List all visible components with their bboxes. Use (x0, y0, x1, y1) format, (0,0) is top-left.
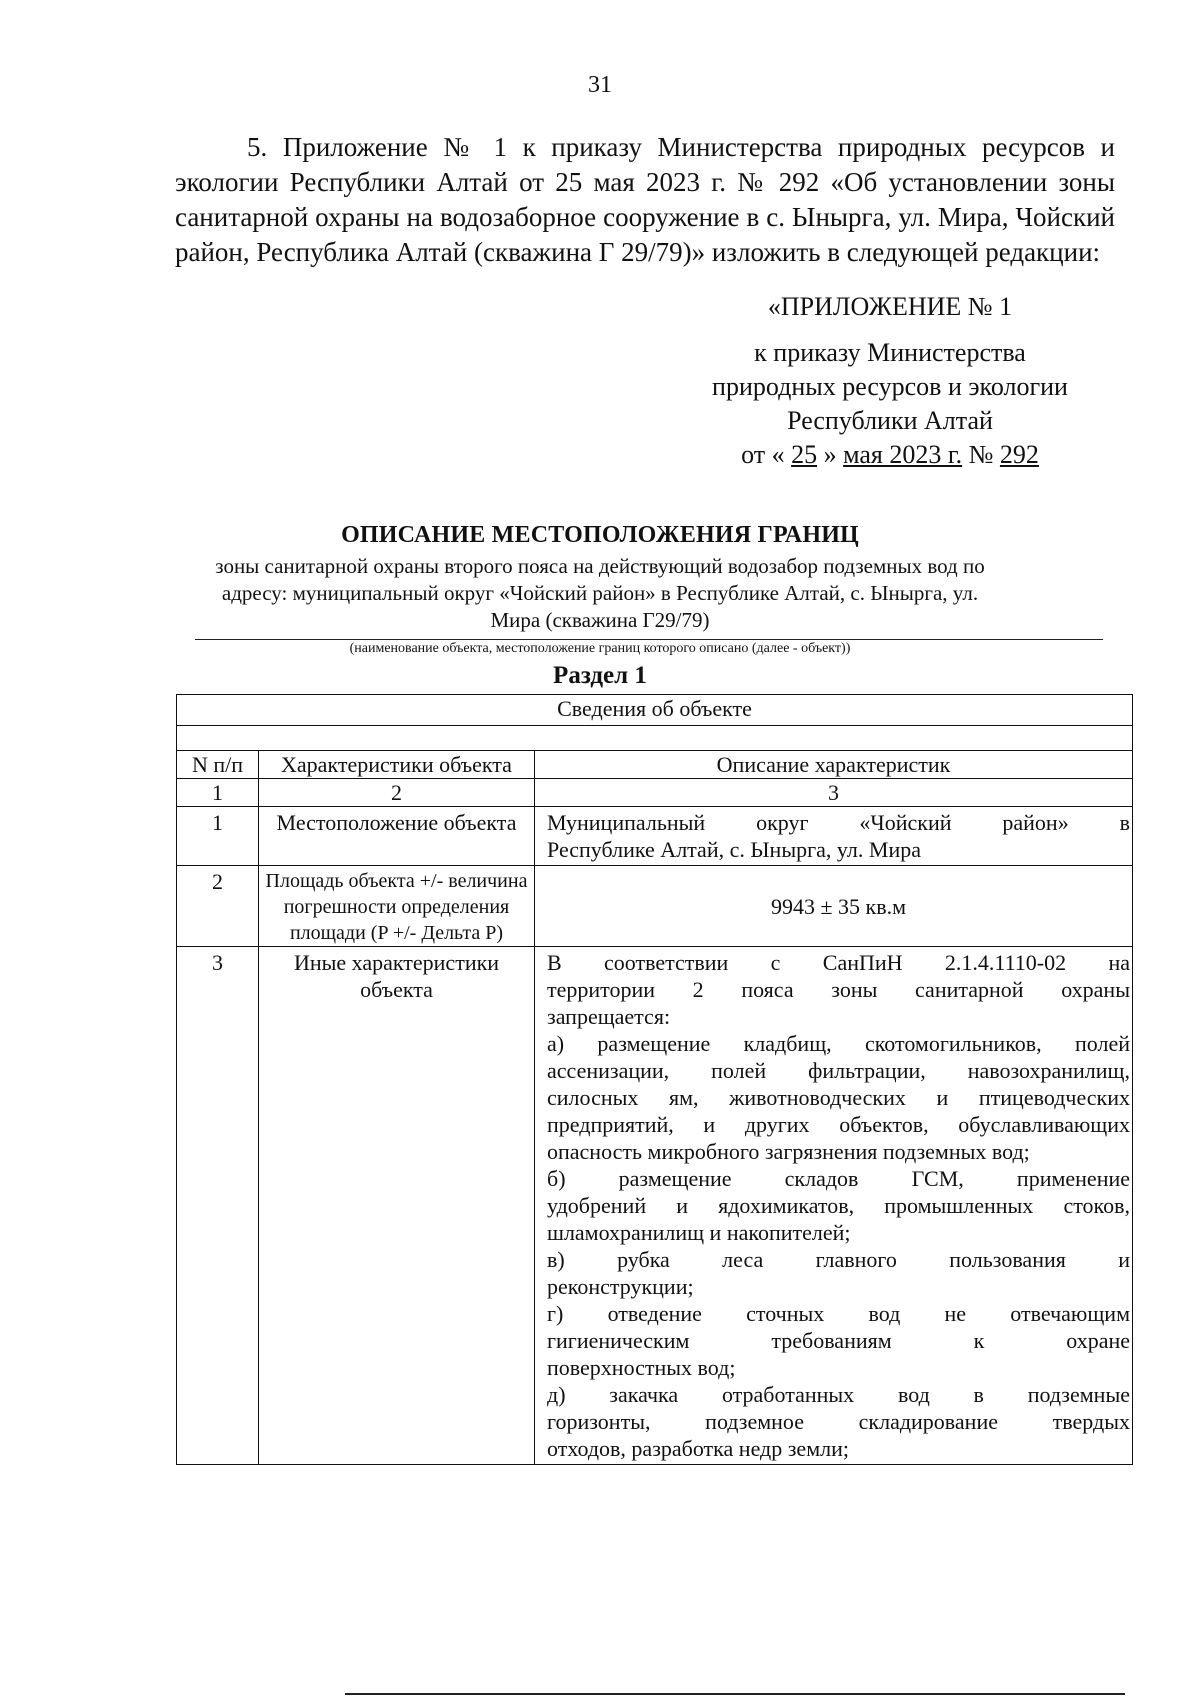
date-mid: » (817, 440, 844, 469)
description-line: силосных ям, животноводческих и птицеводческих (547, 1085, 1130, 1110)
description-line: запрещается: (547, 1004, 671, 1029)
appendix-line-1: к приказу Министерства (754, 338, 1026, 367)
row-description (535, 947, 1133, 1465)
section-title: Раздел 1 (553, 662, 647, 689)
description-line: гигиеническим требованиям к охране (547, 1328, 1130, 1353)
row-characteristic: Местоположение объекта (259, 807, 535, 866)
description-line: отходов, разработка недр земли; (547, 1436, 849, 1461)
table-header-row (177, 751, 1133, 779)
description-line: д) закачка отработанных вод в подземные (547, 1382, 1130, 1407)
column-number-3: 3 (535, 779, 1133, 807)
date-month-year: мая 2023 г. (843, 440, 963, 469)
header-characteristic: Характеристики объекта (259, 751, 535, 779)
description-line: Муниципальный округ «Чойский район» в (547, 810, 1130, 835)
table-row (177, 947, 1133, 1465)
table-row (177, 866, 1133, 947)
row-number: 3 (177, 947, 259, 1465)
appendix-line-2: природных ресурсов и экологии (712, 372, 1068, 401)
appendix-title: «ПРИЛОЖЕНИЕ № 1 (767, 292, 1013, 321)
description-line: предприятий, и других объектов, обуславливающих (547, 1112, 1130, 1137)
date-day: 25 (791, 440, 818, 469)
description-line: поверхностных вод; (547, 1355, 736, 1380)
description-line: опасность микробного загрязнения подземных вод; (547, 1139, 1030, 1164)
description-line: горизонты, подземное складирование твердых (547, 1409, 1130, 1434)
subtitle-caption: (наименование объекта, местоположение границ которого описано (далее - объект)) (349, 641, 851, 656)
date-prefix: от « (741, 440, 792, 469)
appendix-line-3: Республики Алтай (787, 406, 993, 435)
description-line: ассенизации, полей фильтрации, навозохранилищ, (547, 1058, 1130, 1083)
page-number: 31 (588, 72, 612, 98)
table-empty-row (177, 726, 1133, 751)
description-line: реконструкции; (547, 1274, 694, 1299)
page-bottom-rule (345, 1693, 1125, 1695)
table-title: Сведения об объекте (177, 695, 1133, 726)
description-line: в) рубка леса главного пользования и (547, 1247, 1130, 1272)
description-line: Республике Алтай, с. Ынырга, ул. Мира (547, 837, 921, 862)
header-description: Описание характеристик (535, 751, 1133, 779)
document-subtitle: зоны санитарной охраны второго пояса на действующий водозабор подземных вод по адресу: муниципальный округ «Чойский район» в Республике Алтай, с. Ынырга, ул. Мира (скважина Г29/79) (215, 554, 985, 632)
row-description (535, 807, 1133, 866)
appendix-date-line (640, 438, 1140, 472)
appendix-block (640, 336, 1140, 472)
description-line: г) отведение сточных вод не отвечающим (547, 1301, 1130, 1326)
description-line: шламохранилищ и накопителей; (547, 1220, 851, 1245)
order-number: 292 (999, 440, 1039, 469)
table-row (177, 807, 1133, 866)
description-line: б) размещение складов ГСМ, применение (547, 1166, 1130, 1191)
document-title: ОПИСАНИЕ МЕСТОПОЛОЖЕНИЯ ГРАНИЦ (341, 522, 859, 548)
row-number: 2 (177, 866, 259, 947)
column-number-1: 1 (177, 779, 259, 807)
description-line: В соответствии с СанПиН 2.1.4.1110-02 на (547, 950, 1130, 975)
intro-paragraph: 5. Приложение № 1 к приказу Министерства природных ресурсов и экологии Республики Алтай от 25 мая 2023 г. № 292 «Об установлении зоны санитарной охраны на водозаборное сооружение в с. Ынырга, ул. Мира, Чойский район, Республика Алтай (скважина Г 29/79)» изложить в следующей редакции: (175, 132, 1115, 267)
table-column-numbers-row (177, 779, 1133, 807)
description-line: территории 2 пояса зоны санитарной охраны (547, 977, 1130, 1002)
number-prefix: № (962, 440, 1000, 469)
row-description (535, 866, 1133, 947)
row-characteristic: Иные характеристики объекта (259, 947, 535, 1465)
column-number-2: 2 (259, 779, 535, 807)
object-info-table (176, 694, 1133, 1465)
description-line: 9943 ± 35 кв.м (770, 893, 907, 919)
description-line: а) размещение кладбищ, скотомогильников, полей (547, 1031, 1130, 1056)
row-characteristic: Площадь объекта +/- величина погрешности определения площади (P +/- Дельта P) (259, 866, 535, 947)
subtitle-underline (195, 639, 1103, 640)
description-line: удобрений и ядохимикатов, промышленных стоков, (547, 1193, 1130, 1218)
header-num: N п/п (177, 751, 259, 779)
row-number: 1 (177, 807, 259, 866)
